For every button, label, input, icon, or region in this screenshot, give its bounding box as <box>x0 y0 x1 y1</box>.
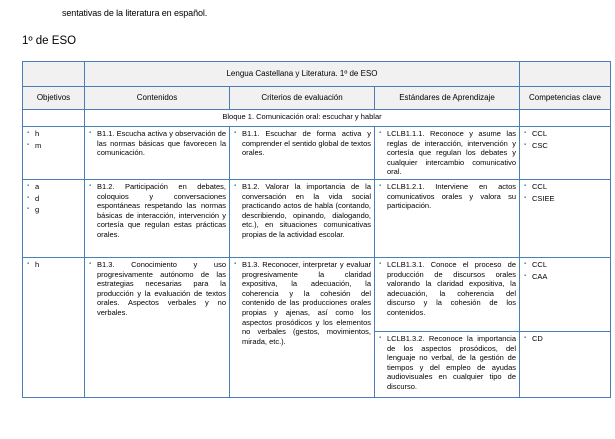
competencia-item: ▪ CCL <box>523 260 607 270</box>
objetivo-item: ▪ d <box>26 194 81 204</box>
competencia-item: ▪ CAA <box>523 272 607 282</box>
criterio-text: ▪ B1.1. Escuchar de forma activa y comprender el sentido global de textos orales. <box>233 129 371 158</box>
objetivo-item: ▪ h <box>26 129 81 139</box>
objetivo-item: ▪ a <box>26 182 81 192</box>
competencias-cell <box>520 127 611 180</box>
table-corner-left <box>23 62 85 87</box>
estandar-text: ▪ LCLB1.3.1. Conoce el proceso de producción de discursos orales valorando la claridad expositiva, la adecuación, la coherencia del discurso y la cohesión de los contenidos. <box>378 260 516 318</box>
competencias-cell <box>520 179 611 257</box>
competencia-item: ▪ CSIEE <box>523 194 607 204</box>
criterio-cell <box>230 127 375 180</box>
objetivo-item: ▪ g <box>26 205 81 215</box>
criterio-cell <box>230 179 375 257</box>
block-blank-right <box>520 110 611 127</box>
criterio-text: ▪ B1.2. Valorar la importancia de la conversación en la vida social practicando actos de habla (contando, describiendo, opinando, dialogando, etc.), en situaciones comunicativas propias de la actividad escolar. <box>233 182 371 240</box>
table-row <box>23 257 611 331</box>
estandar-cell <box>375 127 520 180</box>
estandar-cell <box>375 331 520 397</box>
table-title: Lengua Castellana y Literatura. 1º de ESO <box>85 62 520 87</box>
contenido-text: ▪ B1.1. Escucha activa y observación de las normas básicas que favorecen la comunicación. <box>88 129 226 158</box>
competencias-cell <box>520 257 611 331</box>
header-estandares: Estándares de Aprendizaje <box>375 87 520 110</box>
contenido-cell <box>85 179 230 257</box>
table-row <box>23 179 611 257</box>
contenido-cell <box>85 257 230 397</box>
competencia-item: ▪ CD <box>523 334 607 344</box>
block-blank-left <box>23 110 85 127</box>
competencias-cell <box>520 331 611 397</box>
estandar-text: ▪ LCLB1.1.1. Reconoce y asume las reglas de interacción, intervención y cortesía que regulan los debates y cualquier intercambio comunicativo oral. <box>378 129 516 177</box>
contenido-cell <box>85 127 230 180</box>
competencia-item: ▪ CCL <box>523 182 607 192</box>
criterio-cell <box>230 257 375 397</box>
intro-text: sentativas de la literatura en español. <box>62 8 208 18</box>
objetivo-item: ▪ h <box>26 260 81 270</box>
estandar-cell <box>375 257 520 331</box>
objetivos-cell <box>23 127 85 180</box>
estandar-cell <box>375 179 520 257</box>
estandar-text: ▪ LCLB1.2.1. Interviene en actos comunicativos orales y valora su participación. <box>378 182 516 211</box>
section-heading: 1º de ESO <box>22 35 77 47</box>
header-contenidos: Contenidos <box>85 87 230 110</box>
competencia-item: ▪ CCL <box>523 129 607 139</box>
objetivos-cell <box>23 179 85 257</box>
header-objetivos: Objetivos <box>23 87 85 110</box>
competencia-item: ▪ CSC <box>523 141 607 151</box>
objetivos-cell <box>23 257 85 397</box>
header-competencias: Competencias clave <box>520 87 611 110</box>
header-criterios: Criterios de evaluación <box>230 87 375 110</box>
objetivo-item: ▪ m <box>26 141 81 151</box>
block-title: Bloque 1. Comunicación oral: escuchar y hablar <box>85 110 520 127</box>
contenido-text: ▪ B1.3. Conocimiento y uso progresivamente autónomo de las estrategias necesarias para la producción y la evaluación de textos orales. Aspectos verbales y no verbales. <box>88 260 226 318</box>
table-row <box>23 127 611 180</box>
criterio-text: ▪ B1.3. Reconocer, interpretar y evaluar progresivamente la claridad expositiva, la adecuación, la coherencia y la cohesión del contenido de las producciones orales propias y ajenas, así como los aspectos prosódicos y los elementos no verbales (gestos, movimientos, mirada, etc.). <box>233 260 371 346</box>
table-corner-right <box>520 62 611 87</box>
curriculum-table <box>22 61 611 398</box>
estandar-text: ▪ LCLB1.3.2. Reconoce la importancia de los aspectos prosódicos, del lenguaje no verbal, de la gestión de tiempos y del empleo de ayudas audiovisuales en cualquier tipo de discurso. <box>378 334 516 392</box>
contenido-text: ▪ B1.2. Participación en debates, coloquios y conversaciones espontáneas respetando las normas básicas de interacción, intervención y cortesía que regulan estas prácticas orales. <box>88 182 226 240</box>
